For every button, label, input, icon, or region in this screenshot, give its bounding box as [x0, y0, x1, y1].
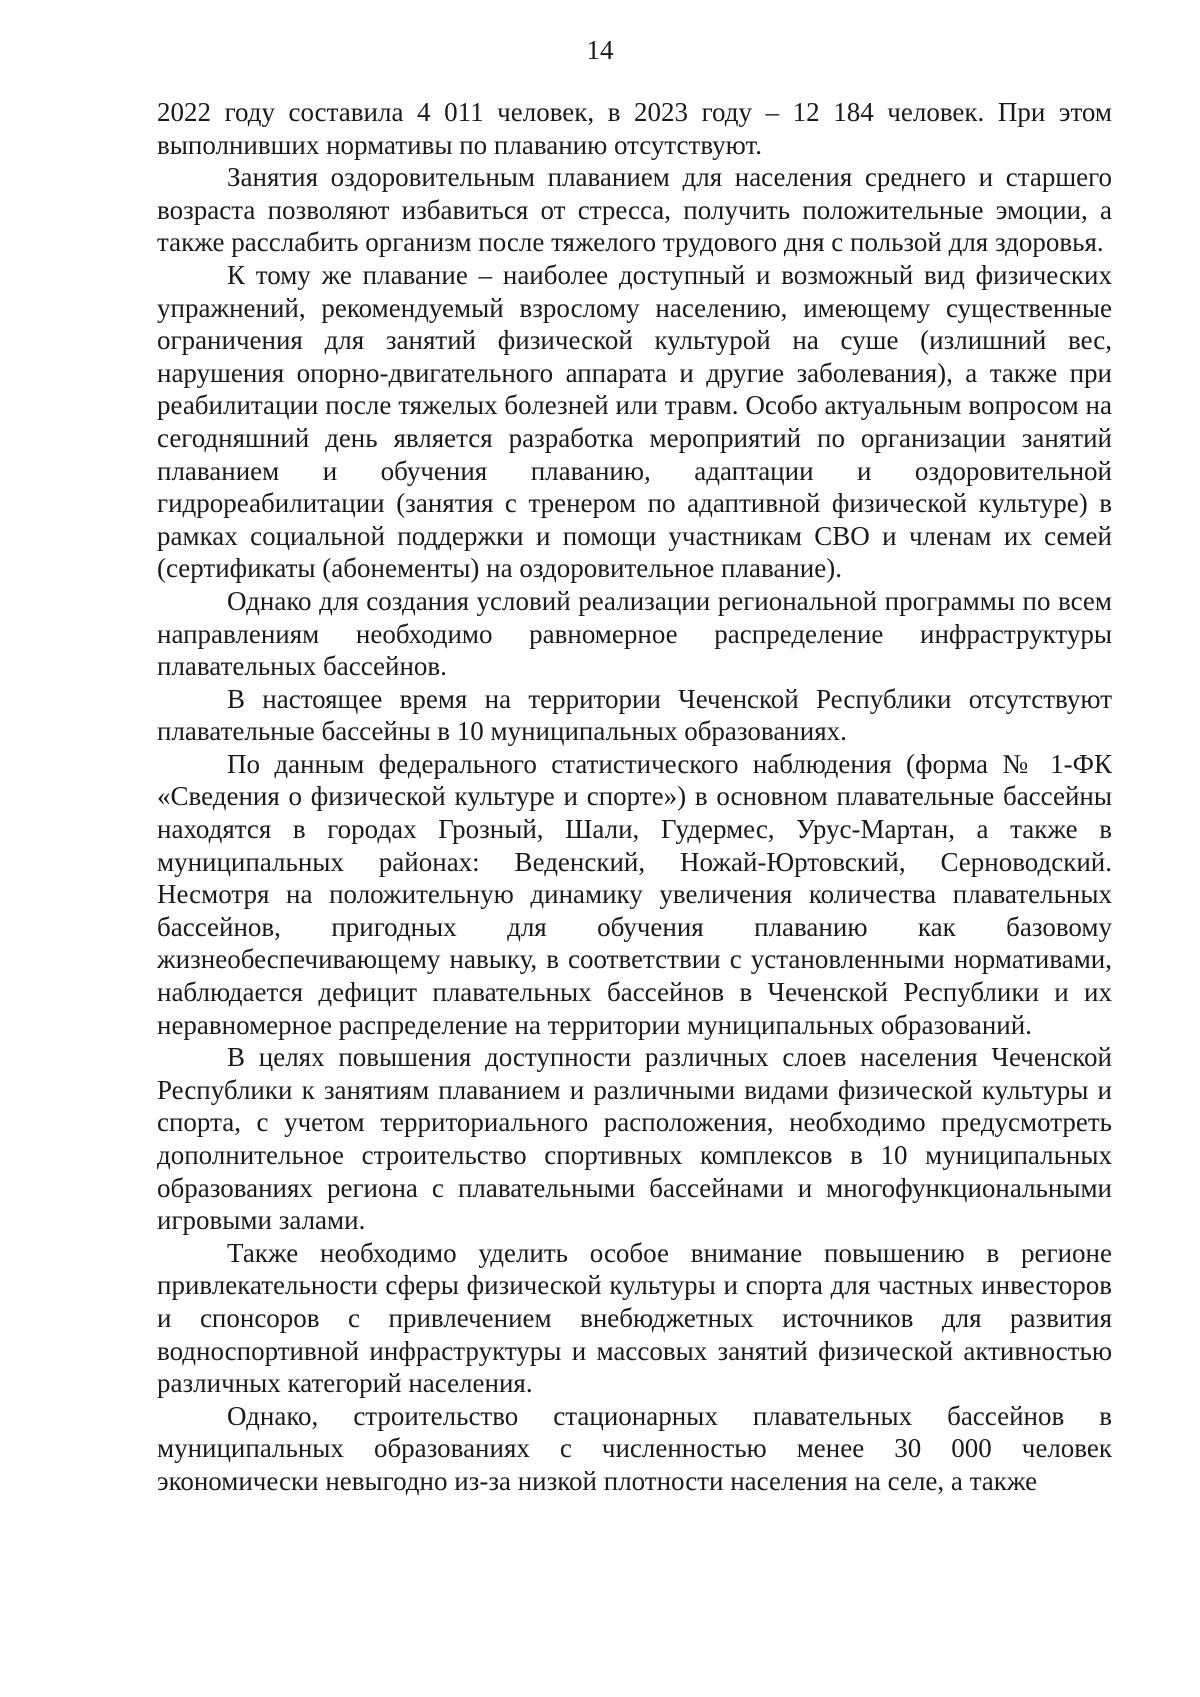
paragraph-statistics: По данным федерального статистического наблюдения (форма № 1-ФК «Сведения о физической культуре и спорте») в основном плавательные бассейны находятся в городах Грозный, Шали, Гудермес, Урус-Мартан, а также в муниципальных районах: Веденский, Ножай-Юртовский, Серноводский. Несмотря на положительную динамику увеличения количества плавательных бассейнов, пригодных для обучения плаванию как базовому жизнеобеспечивающему навыку, в соответствии с установленными нормативами, наблюдается дефицит плавательных бассейнов в Чеченской Республики и их неравномерное распределение на территории муниципальных образований. — [157, 748, 1112, 1040]
paragraph-accessibility: К тому же плавание – наиболее доступный и возможный вид физических упражнений, рекомендуемый взрослому населению, имеющему существенные ограничения для занятий физической культурой на суше (излишний вес, нарушения опорно-двигательного аппарата и другие заболевания), а также при реабилитации после тяжелых болезней или травм. Особо актуальным вопросом на сегодняшний день является разработка мероприятий по организации занятий плаванием и обучения плаванию, адаптации и оздоровительной гидрореабилитации (занятия с тренером по адаптивной физической культуре) в рамках социальной поддержки и помощи участникам СВО и членам их семей (сертификаты (абонементы) на оздоровительное плавание). — [157, 259, 1112, 584]
paragraph-investors: Также необходимо уделить особое внимание повышению в регионе привлекательности сферы физической культуры и спорта для частных инвесторов и спонсоров с привлечением внебюджетных источников для развития водноспортивной инфраструктуры и массовых занятий физической активностью различных категорий населения. — [157, 1237, 1112, 1399]
paragraph-infrastructure: Однако для создания условий реализации региональной программы по всем направлениям необходимо равномерное распределение инфраструктуры плавательных бассейнов. — [157, 585, 1112, 682]
paragraph-construction: В целях повышения доступности различных слоев населения Чеченской Республики к занятиям плаванием и различными видами физической культуры и спорта, с учетом территориального расположения, необходимо предусмотреть дополнительное строительство спортивных комплексов в 10 муниципальных образованиях региона с плавательными бассейнами и многофункциональными игровыми залами. — [157, 1042, 1112, 1236]
paragraph-continuation: 2022 году составила 4 011 человек, в 2023 году – 12 184 человек. При этом выполнивших нормативы по плаванию отсутствуют. — [157, 97, 1112, 160]
page-number: 14 — [586, 35, 614, 65]
paragraph-economics: Однако, строительство стационарных плавательных бассейнов в муниципальных образованиях с численностью менее 30 000 человек экономически невыгодно из-за низкой плотности населения на селе, а также — [157, 1400, 1112, 1496]
paragraph-health-swimming: Занятия оздоровительным плаванием для населения среднего и старшего возраста позволяют избавиться от стресса, получить положительные эмоции, а также расслабить организм после тяжелого трудового дня с пользой для здоровья. — [157, 162, 1112, 258]
document-body — [157, 96, 1112, 1498]
paragraph-missing-pools: В настоящее время на территории Чеченской Республики отсутствуют плавательные бассейны в 10 муниципальных образованиях. — [157, 683, 1112, 747]
